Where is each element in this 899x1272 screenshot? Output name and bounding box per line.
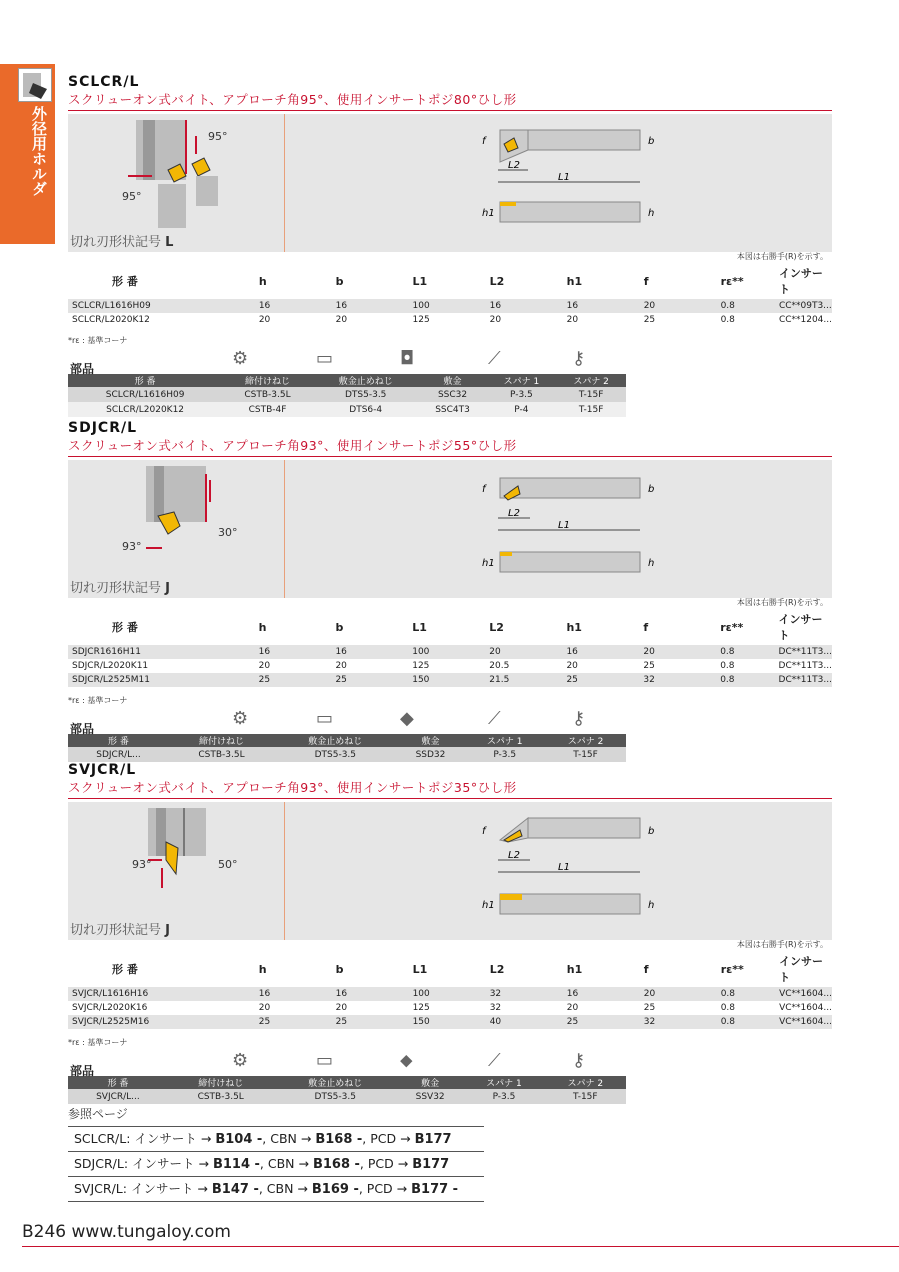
reference-pages: [68, 1105, 484, 1202]
tool-figure: [68, 460, 832, 607]
parts-label: 部品: [70, 722, 95, 736]
table-row: SVJCR/L2020K16 20 20 125 32 20 25 0.8 VC**1604...: [72, 1003, 832, 1013]
section-title: SCLCR/L: [68, 74, 140, 90]
section-title: SVJCR/L: [68, 762, 137, 778]
key-icon: ⚷: [572, 708, 586, 729]
screw-icon: ⚙: [232, 708, 249, 729]
key-icon: ⚷: [572, 1050, 586, 1071]
side-tab-label: 外径用ホルダ: [30, 106, 48, 196]
angle-label-b: 50°: [218, 858, 238, 871]
spec-table: [68, 264, 832, 327]
dimension-drawing: [468, 810, 668, 925]
angle-label-a: 93°: [122, 540, 142, 553]
svg-text:f: f: [482, 826, 486, 837]
shim-screw-icon: ▭: [316, 348, 334, 369]
parts-table: 形 番 締付けねじ 敷金止めねじ 敷金 スパナ 1 スパナ 2 SCLCR/L1616H09 CSTB-3.5L DTS5-3.5 SSC32 P-3.5 T-15F SCLCR/L2020K12 CSTB-4F DTS6-4 SSC4T3 P-4 T-15F: [68, 374, 626, 417]
shim-screw-icon: ▭: [316, 708, 334, 729]
parts-table: 形 番 締付けねじ 敷金止めねじ 敷金 スパナ 1 スパナ 2 SDJCR/L... CSTB-3.5L DTS5-3.5 SSD32 P-3.5 T-15F: [68, 734, 626, 762]
shim-icon: ◘: [400, 348, 415, 369]
svg-text:h1: h1: [482, 900, 495, 911]
table-row: SDJCR/L... CSTB-3.5L DTS5-3.5 SSD32 P-3.5 T-15F: [68, 747, 626, 762]
approach-diagram: [68, 460, 285, 598]
wrench-icon: ⟋: [488, 348, 501, 369]
parts-label: 部品: [70, 1064, 95, 1078]
edge-shape-label: 切れ刃形状記号 L: [70, 235, 174, 250]
right-hand-note: 本図は右勝手(R)を示す。: [736, 252, 828, 261]
parts-icons: [68, 706, 832, 734]
website-link[interactable]: www.tungaloy.com: [71, 1222, 231, 1242]
svg-text:f: f: [482, 484, 486, 495]
angle-label-a: 95°: [208, 130, 228, 143]
section-subtitle: スクリューオン式バイト、アプローチ角93°、使用インサートポジ55°ひし形: [68, 438, 832, 457]
reference-row[interactable]: SDJCR/L: インサート → B114 -, CBN → B168 -, PCD → B177: [68, 1152, 484, 1177]
shim-icon: ⬥: [400, 1050, 413, 1071]
section-sdjcr: [68, 420, 832, 762]
table-row: SCLCR/L1616H09 CSTB-3.5L DTS5-3.5 SSC32 P-3.5 T-15F: [68, 387, 626, 402]
footer: [22, 1222, 231, 1242]
svg-text:b: b: [648, 484, 655, 495]
table-row: SDJCR/L2020K11 20 20 125 20.5 20 25 0.8 DC**11T3...: [72, 661, 832, 671]
table-row: SDJCR/L2525M11 25 25 150 21.5 25 32 0.8 DC**11T3...: [68, 673, 832, 687]
svg-text:h1: h1: [482, 558, 495, 569]
screw-icon: ⚙: [232, 348, 249, 369]
approach-diagram: [68, 802, 285, 940]
section-sclcr: [68, 74, 832, 417]
svg-text:h: h: [648, 900, 655, 911]
tool-figure: [68, 114, 832, 261]
shim-screw-icon: ▭: [316, 1050, 334, 1071]
shim-icon: ◆: [400, 708, 414, 729]
svg-text:b: b: [648, 136, 655, 147]
spec-header-row: 形 番 h b L1 L2 h1 f rε** インサート: [112, 267, 823, 296]
spec-table: 形 番 h b L1 L2 h1 f rε** インサート SDJCR1616H11 16 16 100 20 16 20 0.8 DC**11T3... SDJCR/L2020K11 20 20 125 20.5 20 25 0.8 DC**11T3... SDJCR/L2525M11 25 25 150 21.5 25 32 0.8 DC**11T3...: [68, 610, 832, 687]
right-hand-note: 本図は右勝手(R)を示す。: [736, 598, 828, 607]
wrench-icon: ⟋: [488, 1050, 501, 1071]
re-note: *rε : 基準コーナ: [68, 696, 128, 705]
right-hand-note: 本図は右勝手(R)を示す。: [736, 940, 828, 949]
tool-figure: [68, 802, 832, 949]
reference-row[interactable]: SCLCR/L: インサート → B104 -, CBN → B168 -, PCD → B177: [68, 1127, 484, 1152]
page-number: B246: [22, 1222, 67, 1242]
svg-text:L2: L2: [508, 160, 520, 171]
spec-table: 形 番 h b L1 L2 h1 f rε** インサート SVJCR/L1616H16 16 16 100 32 16 20 0.8 VC**1604... SVJCR/L2020K16 20 20 125 32 20 25 0.8 VC**1604... SVJCR/L2525M16 25 25 150 40 25 32 0.8 VC**1604...: [68, 952, 832, 1029]
svg-text:h1: h1: [482, 208, 495, 219]
screw-icon: ⚙: [232, 1050, 249, 1071]
table-row: SDJCR1616H11 16 16 100 20 16 20 0.8 DC**11T3...: [68, 645, 832, 659]
svg-text:h: h: [648, 558, 655, 569]
dimension-drawing: [468, 122, 668, 237]
svg-text:L1: L1: [558, 520, 570, 531]
angle-label-b: 95°: [122, 190, 142, 203]
table-row: SCLCR/L2020K12 CSTB-4F DTS6-4 SSC4T3 P-4 T-15F: [68, 402, 626, 417]
table-row: SVJCR/L2525M16 25 25 150 40 25 32 0.8 VC**1604...: [68, 1015, 832, 1029]
edge-shape-label: 切れ刃形状記号 J: [70, 581, 170, 596]
table-row: SCLCR/L1616H09 16 16 100 16 16 20 0.8 CC**09T3...: [68, 299, 832, 313]
parts-icons: [68, 1048, 832, 1076]
reference-row[interactable]: SVJCR/L: インサート → B147 -, CBN → B169 -, PCD → B177 -: [68, 1177, 484, 1202]
table-row: SVJCR/L1616H16 16 16 100 32 16 20 0.8 VC**1604...: [68, 987, 832, 1001]
parts-icons: [68, 346, 832, 374]
svg-text:L1: L1: [558, 172, 570, 183]
table-row: SVJCR/L... CSTB-3.5L DTS5-3.5 SSV32 P-3.5 T-15F: [68, 1089, 626, 1104]
edge-shape-label: 切れ刃形状記号 J: [70, 923, 170, 938]
reference-title: 参照ページ: [68, 1105, 484, 1127]
parts-table: 形 番 締付けねじ 敷金止めねじ 敷金 スパナ 1 スパナ 2 SVJCR/L... CSTB-3.5L DTS5-3.5 SSV32 P-3.5 T-15F: [68, 1076, 626, 1104]
angle-label-a: 93°: [132, 858, 152, 871]
approach-diagram: [68, 114, 285, 252]
section-subtitle: スクリューオン式バイト、アプローチ角95°、使用インサートポジ80°ひし形: [68, 92, 832, 111]
svg-text:L2: L2: [508, 508, 520, 519]
section-subtitle: スクリューオン式バイト、アプローチ角93°、使用インサートポジ35°ひし形: [68, 780, 832, 799]
angle-label-b: 30°: [218, 526, 238, 539]
key-icon: ⚷: [572, 348, 586, 369]
svg-text:h: h: [648, 208, 655, 219]
dimension-drawing: [468, 468, 668, 583]
svg-text:L1: L1: [558, 862, 570, 873]
svg-text:L2: L2: [508, 850, 520, 861]
section-title: SDJCR/L: [68, 420, 138, 436]
footer-rule: [22, 1246, 899, 1247]
re-note: *rε : 基準コーナ: [68, 336, 128, 345]
section-svjcr: [68, 762, 832, 1104]
svg-text:f: f: [482, 136, 486, 147]
holder-thumbnail-icon: [18, 68, 52, 102]
parts-label: 部品: [70, 362, 95, 376]
wrench-icon: ⟋: [488, 708, 501, 729]
re-note: *rε : 基準コーナ: [68, 1038, 128, 1047]
table-row: SCLCR/L2020K12 20 20 125 20 20 25 0.8 CC**1204...: [72, 315, 832, 325]
svg-text:b: b: [648, 826, 655, 837]
